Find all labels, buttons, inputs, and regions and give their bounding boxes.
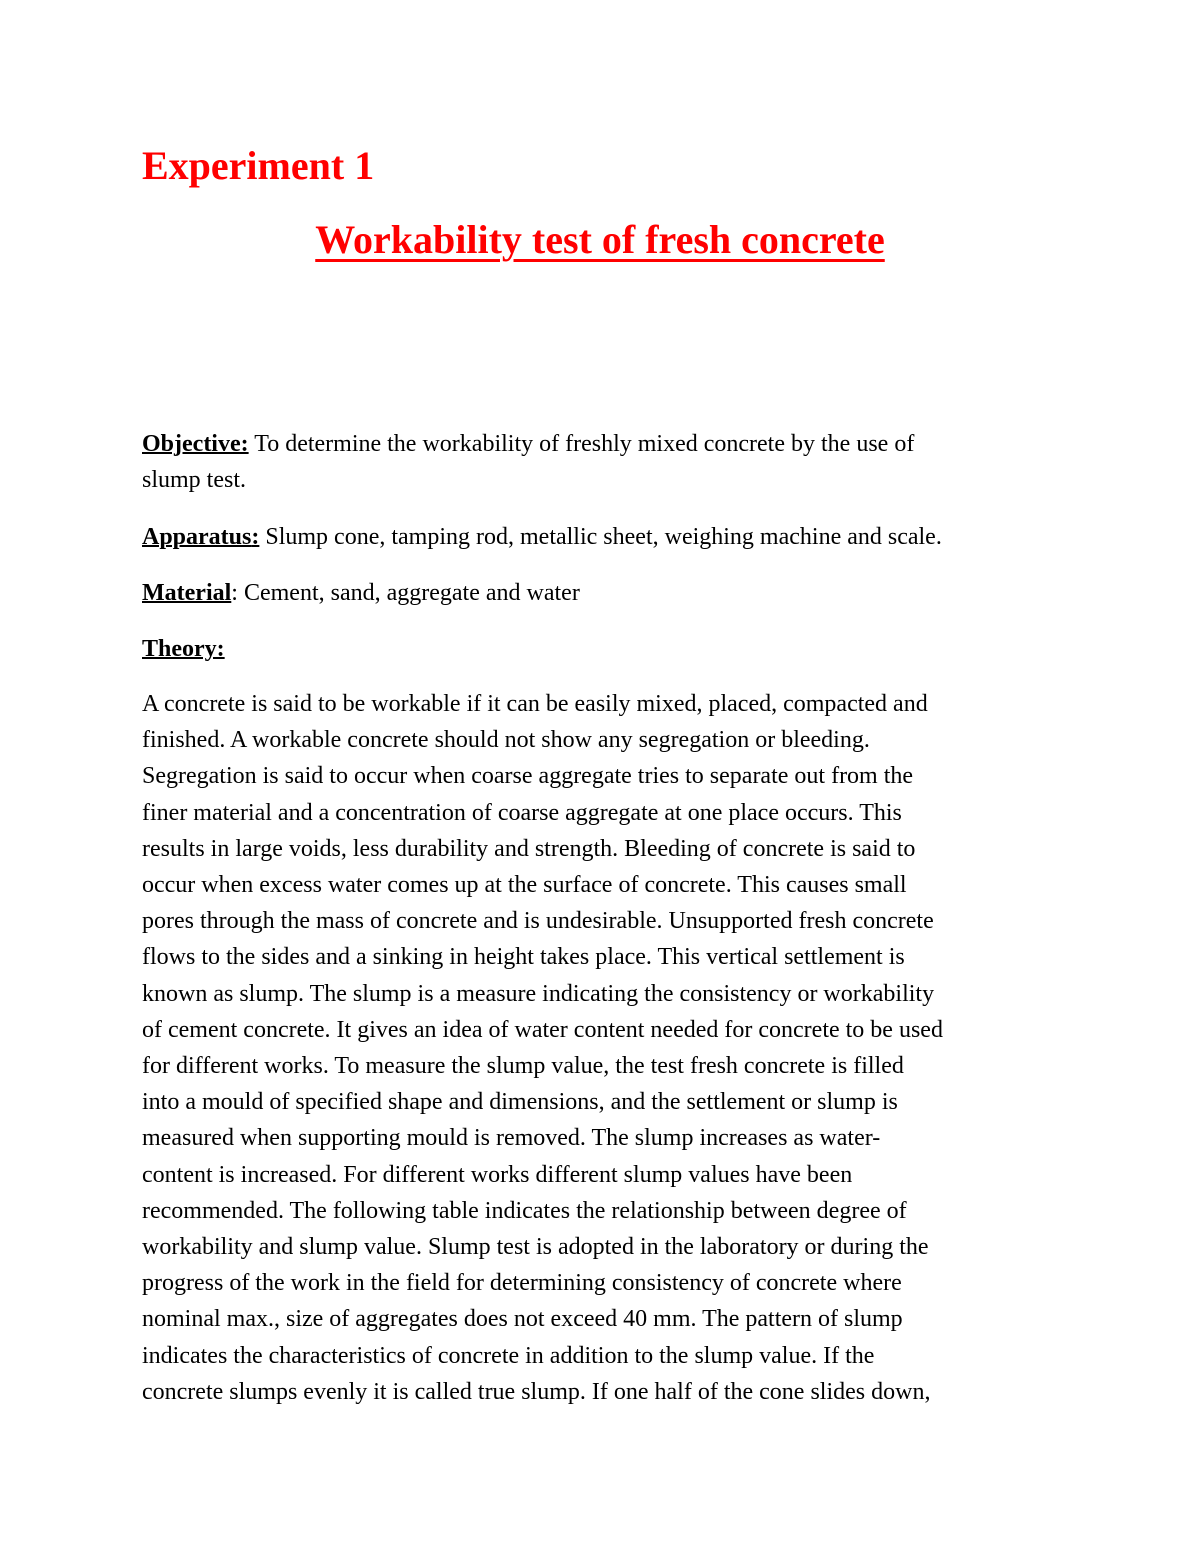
theory-line: nominal max., size of aggregates does not exceed 40 mm. The pattern of slump [142, 1306, 903, 1333]
theory-heading-paragraph [142, 631, 1072, 667]
apparatus-label-text: Apparatus [142, 524, 252, 550]
theory-line: pores through the mass of concrete and is undesirable. Unsupported fresh concrete [142, 908, 934, 935]
theory-line: A concrete is said to be workable if it can be easily mixed, placed, compacted and [142, 691, 928, 717]
theory-line: finer material and a concentration of coarse aggregate at one place occurs. This [142, 799, 902, 826]
theory-line: concrete slumps evenly it is called true slump. If one half of the cone slides down, [142, 1378, 931, 1405]
objective-line-1 [142, 426, 1072, 462]
material-line [142, 575, 1072, 611]
theory-line: recommended. The following table indicates the relationship between degree of [142, 1197, 907, 1224]
objective-text-1: To determine the workability of freshly mixed concrete by the use of [254, 431, 915, 457]
objective-label: Objective: [142, 431, 249, 457]
objective-paragraph [142, 426, 1072, 498]
theory-line: of cement concrete. It gives an idea of water content needed for concrete to be used [142, 1016, 943, 1043]
material-text: Cement, sand, aggregate and water [243, 580, 580, 606]
apparatus-line [142, 519, 1072, 555]
theory-line: indicates the characteristics of concrete in addition to the slump value. If the [142, 1342, 875, 1369]
theory-line: flows to the sides and a sinking in height takes place. This vertical settlement is [142, 944, 905, 971]
apparatus-label [142, 524, 259, 550]
material-paragraph [142, 575, 1072, 611]
theory-label: Theory: [142, 636, 225, 662]
experiment-title: Experiment 1 [142, 143, 375, 188]
theory-line: Segregation is said to occur when coarse aggregate tries to separate out from the [142, 763, 914, 790]
apparatus-paragraph [142, 519, 1072, 555]
theory-line: results in large voids, less durability and strength. Bleeding of concrete is said to [142, 835, 916, 862]
theory-line: known as slump. The slump is a measure indicating the consistency or workability [142, 980, 935, 1007]
objective-text-2: slump test. [142, 467, 247, 493]
theory-line: into a mould of specified shape and dimensions, and the settlement or slump is [142, 1089, 898, 1116]
main-title: Workability test of fresh concrete [315, 217, 885, 262]
theory-line: content is increased. For different works different slump values have been [142, 1161, 853, 1188]
apparatus-colon: : [251, 524, 260, 550]
theory-line: progress of the work in the field for determining consistency of concrete where [142, 1270, 902, 1297]
theory-line: for different works. To measure the slump value, the test fresh concrete is filled [142, 1053, 904, 1080]
material-colon: : [231, 580, 238, 606]
theory-line: finished. A workable concrete should not show any segregation or bleeding. [142, 727, 870, 754]
theory-line: occur when excess water comes up at the surface of concrete. This causes small [142, 872, 907, 899]
theory-line: measured when supporting mould is removed. The slump increases as water- [142, 1125, 881, 1152]
apparatus-text: Slump cone, tamping rod, metallic sheet, weighing machine and scale. [265, 524, 942, 550]
theory-line: workability and slump value. Slump test is adopted in the laboratory or during the [142, 1234, 929, 1261]
theory-body [142, 686, 1102, 1410]
material-label: Material [142, 580, 232, 606]
